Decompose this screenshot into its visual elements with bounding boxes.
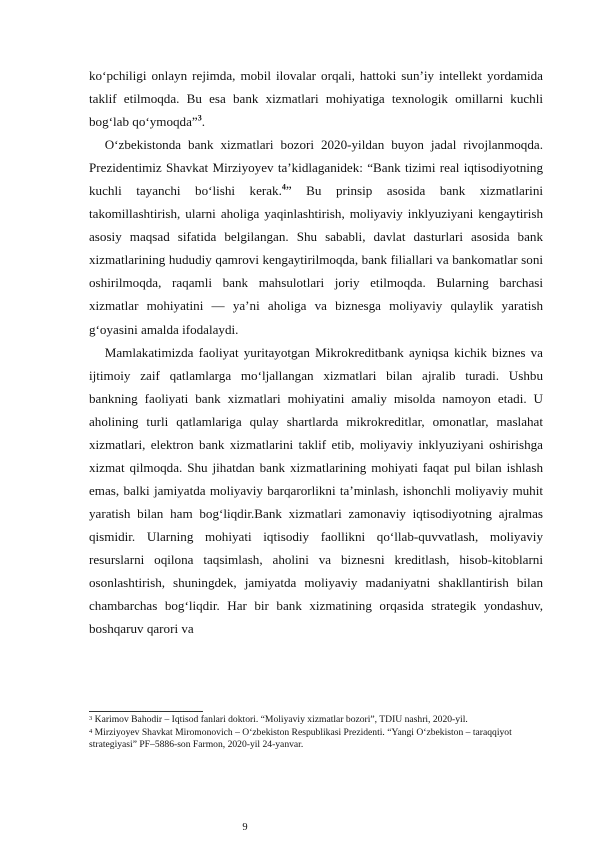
footnote [89,714,529,726]
body-text [89,64,543,640]
paragraph-2 [89,133,543,340]
paragraph-text: ko‘pchiligi onlayn rejimda, mobil ilovalar orqali, hattoki sun’iy intellekt yordamida taklif etilmoqda. Bu esa bank xizmatlari mohiyatiga texnologik omillarni kuchli bog‘lab qo‘ymoqda” [89,68,543,130]
paragraph-text: Mamlakatimizda faoliyat yuritayotgan Mikrokreditbank ayniqsa kichik biznes va ijtimoiy zaif qatlamlarga mo‘ljallangan xizmatlari bilan ajralib turadi. Ushbu bankning faoliyati bank xizmatlari mohiyatini amaliy misolda namoyon etadi. U aholining turli qatlamlariga qulay shartlarda mikrokreditlar, omonatlar, maslahat xizmatlari, elektron bank xizmatlarini taklif etib, moliyaviy inklyuziyani oshirishga xizmat qilmoqda. Shu jihatdan bank xizmatlarining mohiyati faqat pul bilan ishlash emas, balki jamiyatda moliyaviy barqarorlikni ta’minlash, ishonchli moliyaviy muhit yaratish bilan ham bog‘liqdir.Bank xizmatlari zamonaviy iqtisodiyotning ajralmas qismidir. Ularning mohiyati iqtisodiy faollikni qo‘llab-quvvatlash, moliyaviy resurslarni oqilona taqsimlash, aholini va biznesni kreditlash, hisob-kitoblarni osonlashtirish, shuningdek, jamiyatda moliyaviy madaniyatni shakllantirish bilan chambarchas bog‘liqdir. Har bir bank xizmatining orqasida strategik yondashuv, boshqaruv qarori va [89,344,543,637]
footnotes [89,714,529,752]
footnote [89,727,529,751]
footnote-text: Karimov Bahodir – Iqtisod fanlari doktori. “Moliyaviy xizmatlar bozori”, TDIU nashri, 2020-yil. [94,714,468,725]
paragraph-text: ” Bu prinsip asosida bank xizmatlarini takomillashtirish, ularni aholiga yaqinlashtirish, moliyaviy inklyuziyani kengaytirish asosiy maqsad sifatida belgilangan. Shu sababli, davlat dasturlari asosida bank xizmatlarining hududiy qamrovi kengaytirilmoqda, bank filiallari va bankomatlar soni oshirilmoqda, raqamli bank mahsulotlari joriy etilmoqda. Bularning barchasi xizmatlar mohiyatini — ya’ni aholiga va biznesga moliyaviy qulaylik yaratish g‘oyasini amalda ifodalaydi. [89,183,544,337]
paragraph-text: . [201,114,206,130]
paragraph-1 [89,64,543,133]
footnote-reference[interactable]: 3 [197,113,202,123]
footnote-number: 3 [89,715,93,722]
footnote-reference[interactable]: 4 [281,182,286,192]
footnote-separator [89,711,203,712]
footnote-text: Mirziyoyev Shavkat Miromonovich – O‘zbekiston Respublikasi Prezidenti. “Yangi O‘zbekiston – taraqqiyot strategiyasi” PF–5886-son Farmon, 2020-yil 24-yanvar. [89,727,512,750]
page-number: 9 [242,822,248,833]
footnote-number: 4 [89,728,93,735]
paragraph-3 [89,341,543,641]
paragraph-text: O‘zbekistonda bank xizmatlari bozori 2020-yildan buyon jadal rivojlanmoqda. Prezidentimiz Shavkat Mirziyoyev ta’kidlaganidek: “Bank tizimi real iqtisodiyotning kuchli tayanchi bo‘lishi kerak. [89,137,543,199]
